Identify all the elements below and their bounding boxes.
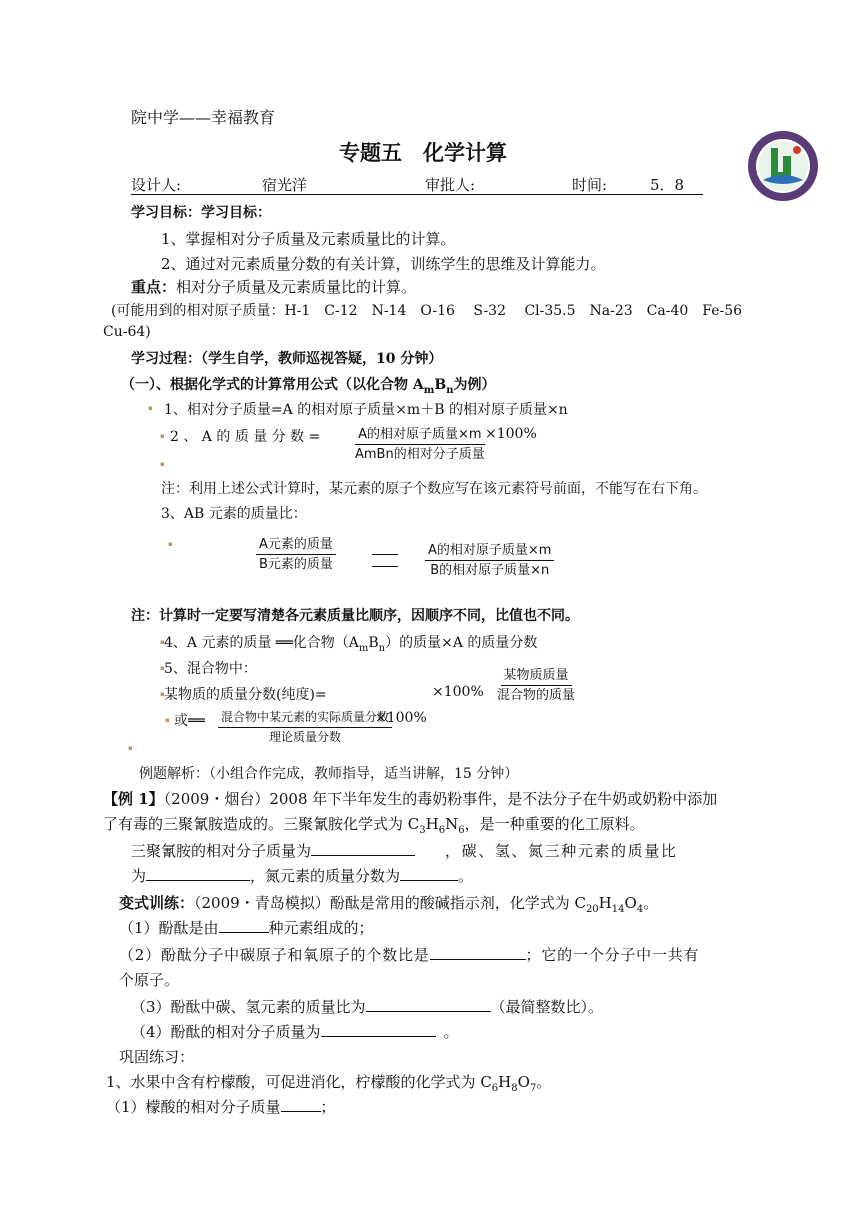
question-text: （最简整数比）。 xyxy=(490,998,604,1016)
examples-heading: 例题解析：（小组合作完成，教师指导，适当讲解，15 分钟） xyxy=(139,766,519,782)
formula-3-right-numerator: A的相对原子质量×m xyxy=(425,542,554,561)
section-1-text: （一）、根据化学式的计算常用公式（以化合物 A xyxy=(121,377,424,393)
element-symbol: H xyxy=(498,1073,512,1091)
question-text: （1）酚酞是由 xyxy=(119,919,219,937)
school-name: 院中学——幸福教育 xyxy=(131,108,276,127)
question-text: 。 xyxy=(458,867,474,885)
process-heading: 学习过程：（学生自学，教师巡视答疑，10 分钟） xyxy=(131,351,443,367)
formula-3-right-fraction xyxy=(425,542,554,579)
question-text: （2）酚酞分子中碳原子和氧原子的个数比是 xyxy=(119,946,430,964)
letter-b: B xyxy=(434,377,447,393)
element-symbol: N xyxy=(445,815,459,833)
section-1-suffix: 为例） xyxy=(453,377,496,393)
focus-line xyxy=(131,276,416,297)
practice-text: 1、水果中含有柠檬酸，可促进消化，柠檬酸的化学式为 C xyxy=(106,1073,492,1091)
subscript: 7 xyxy=(529,1083,537,1094)
designer-name: 宿光洋 xyxy=(262,176,308,194)
example-1-line-2 xyxy=(103,813,645,836)
example-1-label: 【例 1】 xyxy=(103,790,164,808)
answer-blank[interactable] xyxy=(321,1036,436,1037)
subscript: 6 xyxy=(458,825,465,836)
note-1: 注：利用上述公式计算时，某元素的原子个数应写在该元素符号前面，不能写在右下角。 xyxy=(161,481,707,497)
example-1-text-2: 了有毒的三聚氰胺造成的。三聚氰胺化学式为 C xyxy=(103,815,420,833)
atomic-masses-line-1: (可能用到的相对原子质量：H-1 C-12 N-14 O-16 S-32 Cl-35.5 Na-23 Ca-40 Fe-56 xyxy=(111,303,743,319)
variant-question-4 xyxy=(131,1021,459,1042)
formula-5-denominator: 混合物的质量 xyxy=(497,688,576,703)
formula-5-or-percent: ×100% xyxy=(375,710,427,726)
answer-blank[interactable] xyxy=(219,932,269,933)
subscript: 8 xyxy=(511,1083,518,1094)
example-1-text: （2009・烟台）2008 年下半年发生的毒奶粉事件，是不法分子在牛奶或奶粉中添加 xyxy=(163,790,718,808)
question-text: （1）檬酸的相对分子质量 xyxy=(106,1098,281,1116)
formula-4 xyxy=(164,632,537,654)
designer-label: 设计人: xyxy=(131,176,182,194)
practice-question-1 xyxy=(106,1096,336,1117)
variant-question-3 xyxy=(131,996,603,1017)
question-text: 种元素组成的； xyxy=(268,919,374,937)
section-1-heading xyxy=(121,374,495,396)
answer-blank[interactable] xyxy=(311,855,415,856)
variant-question-2-cont: 个原子。 xyxy=(119,971,180,989)
letter-b: B xyxy=(368,635,379,651)
example-1-question-2 xyxy=(131,865,473,886)
formula-3-label: 3、AB 元素的质量比： xyxy=(161,506,307,522)
formula-4-suffix: ）的质量×A 的质量分数 xyxy=(385,635,538,651)
example-1-line-1 xyxy=(103,788,717,809)
answer-blank[interactable] xyxy=(281,1111,321,1112)
practice-1 xyxy=(106,1071,551,1094)
formula-2-denominator: AmBn的相对分子质量 xyxy=(355,447,485,462)
formula-5-or-numerator: 混合物中某元素的实际质量分数 xyxy=(218,709,392,728)
element-symbol: H xyxy=(598,894,612,912)
variant-training xyxy=(119,892,658,915)
question-text: 为 xyxy=(131,867,147,885)
school-logo-icon xyxy=(747,130,819,202)
formula-5-or-fraction xyxy=(218,709,392,746)
page-title: 专题五 化学计算 xyxy=(339,141,507,165)
note-2: 注：计算时一定要写清楚各元素质量比顺序，因顺序不同，比值也不同。 xyxy=(131,608,579,624)
formula-5-or-denominator: 理论质量分数 xyxy=(269,730,342,744)
subscript: 3 xyxy=(419,825,426,836)
element-symbol: O xyxy=(624,894,637,912)
example-1-text-3: ，是一种重要的化工原料。 xyxy=(464,815,645,833)
subscript: 6 xyxy=(438,825,446,836)
formula-3-left-numerator: A元素的质量 xyxy=(256,536,336,555)
element-symbol: H xyxy=(425,815,439,833)
answer-blank[interactable] xyxy=(430,959,526,960)
formula-3-left-denominator: B元素的质量 xyxy=(259,557,333,572)
formula-3-right-denominator: B的相对原子质量×n xyxy=(430,563,550,578)
question-text: ，碳、氢、氮三种元素的质量比 xyxy=(445,842,678,860)
goals-heading: 学习目标：学习目标： xyxy=(131,205,271,221)
subscript: 14 xyxy=(611,904,625,915)
formula-1: 1、相对分子质量=A 的相对原子质量×m＋B 的相对原子质量×n xyxy=(164,402,568,418)
answer-blank[interactable] xyxy=(400,880,458,881)
variant-text: （2009・青岛模拟）酚酞是常用的酸碱指示剂，化学式为 C xyxy=(194,894,586,912)
equals-sign xyxy=(372,554,398,567)
question-text: ，氮元素的质量分数为 xyxy=(250,867,401,885)
goal-item-2: 2、通过对元素质量分数的有关计算，训练学生的思维及计算能力。 xyxy=(161,255,606,273)
practice-text-end: 。 xyxy=(536,1073,552,1091)
subscript: 20 xyxy=(585,904,599,915)
question-text: 三聚氰胺的相对分子质量为 xyxy=(131,842,312,860)
formula-3-left-fraction xyxy=(256,536,336,573)
element-symbol: O xyxy=(517,1073,530,1091)
question-text: ；它的一个分子中一共有 xyxy=(525,946,700,964)
formula-5-or: 或══ xyxy=(174,713,205,729)
answer-blank[interactable] xyxy=(366,1011,491,1012)
formula-5-label: 5、混合物中： xyxy=(164,661,257,677)
question-text: ； xyxy=(320,1098,336,1116)
sub-m: m xyxy=(423,384,435,396)
goal-item-1: 1、掌握相对分子质量及元素质量比的计算。 xyxy=(161,230,456,248)
formula-2-label: 2 、 A 的 质 量 分 数 = xyxy=(170,429,321,445)
question-text: （3）酚酞中碳、氢元素的质量比为 xyxy=(131,998,366,1016)
answer-blank[interactable] xyxy=(146,880,250,881)
example-1-question-1 xyxy=(131,840,677,861)
formula-5-fraction xyxy=(494,667,578,704)
approver-label: 审批人: xyxy=(425,176,476,194)
sub-m: m xyxy=(358,642,369,654)
variant-label: 变式训练： xyxy=(119,894,195,912)
subscript: 4 xyxy=(636,904,644,915)
formula-5-line: 某物质的质量分数(纯度)= xyxy=(164,687,327,703)
variant-text-end: 。 xyxy=(643,894,659,912)
atomic-masses-line-2: Cu-64) xyxy=(103,324,151,340)
formula-5-numerator: 某物质质量 xyxy=(501,667,572,686)
sub-n: n xyxy=(446,384,454,396)
variant-question-1 xyxy=(119,917,374,938)
question-text: （4）酚酞的相对分子质量为 xyxy=(131,1023,321,1041)
formula-2-fraction xyxy=(352,426,488,463)
header-info-row xyxy=(131,174,703,195)
variant-question-2 xyxy=(119,944,699,965)
focus-label: 重点： xyxy=(131,278,177,296)
formula-2-numerator: A的相对原子质量×m xyxy=(355,426,484,445)
formula-4-text: 4、A 元素的质量 ══化合物（A xyxy=(164,635,359,651)
focus-text: 相对分子质量及元素质量比的计算。 xyxy=(176,278,417,296)
time-label: 时间: xyxy=(572,176,608,194)
subscript: 6 xyxy=(491,1083,499,1094)
formula-2-percent: ×100% xyxy=(485,426,537,442)
formula-5-percent: ×100% xyxy=(432,684,484,700)
sub-n: n xyxy=(378,642,386,654)
time-value: 5．8 xyxy=(650,176,685,194)
question-text: 。 xyxy=(443,1023,459,1041)
practice-heading: 巩固练习： xyxy=(119,1048,195,1066)
